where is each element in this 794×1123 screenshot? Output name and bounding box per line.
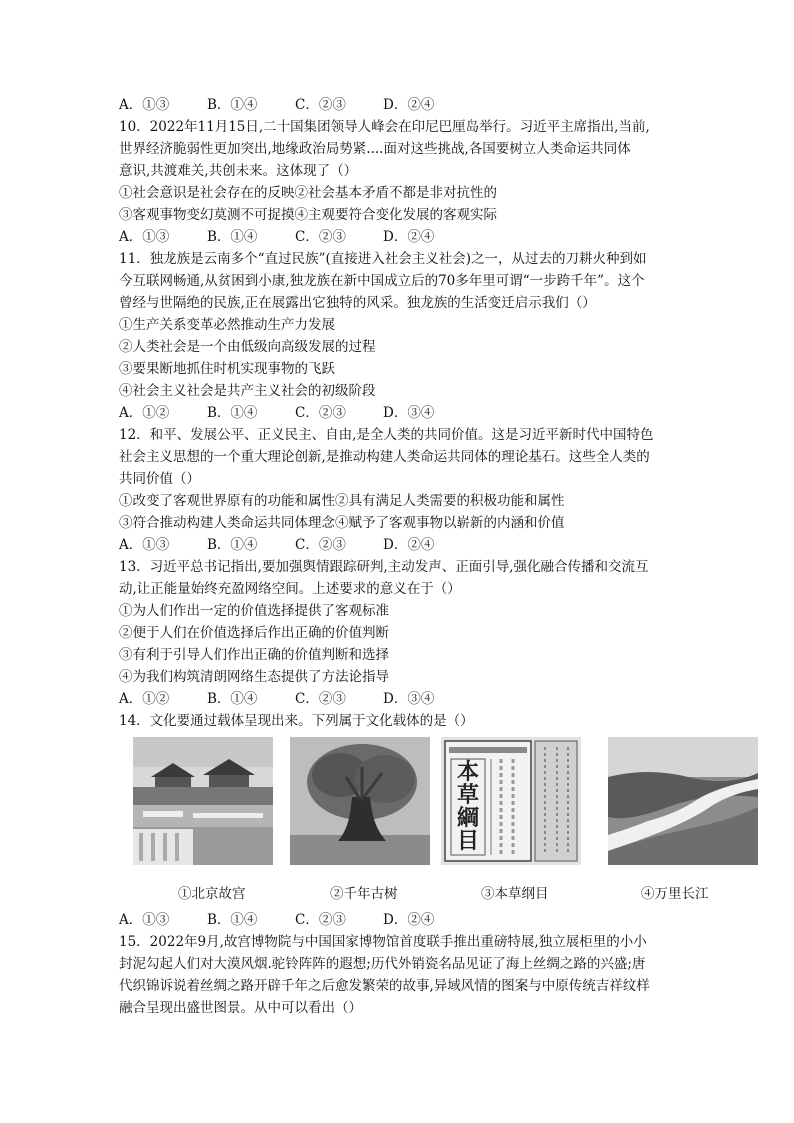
q10-option-b[interactable]: B．①④ [207, 229, 258, 245]
q9-option-b[interactable]: B．①④ [207, 97, 258, 113]
q11-option-d[interactable]: D．③④ [383, 405, 435, 421]
q10-option-d[interactable]: D．②④ [383, 229, 435, 245]
q13-statement-3: ③有利于引导人们作出正确的价值判断和选择 [119, 647, 389, 663]
q12-statement-2: ③符合推动构建人类命运共同体理念④赋予了客观事物以崭新的内涵和价值 [119, 515, 565, 531]
ancient-tree-photo [290, 737, 430, 865]
q14-stem: 14．文化要通过载体呈现出来。下列属于文化载体的是（） [119, 713, 474, 729]
q13-statement-1: ①为人们作出一定的价值选择提供了客观标准 [119, 603, 389, 619]
q9-option-d[interactable]: D．②④ [383, 97, 435, 113]
q11-option-a[interactable]: A．①② [119, 405, 170, 421]
q10-option-a[interactable]: A．①③ [119, 229, 170, 245]
q10-stem-line-3: 意识,共渡难关,共创未来。这体现了（） [119, 163, 358, 179]
q12-option-b[interactable]: B．①④ [207, 537, 258, 553]
q11-stem-line-3: 曾经与世隔绝的民族,正在展露出它独特的风采。独龙族的生活变迁启示我们（） [119, 295, 596, 311]
q13-option-d[interactable]: D．③④ [383, 691, 435, 707]
q15-stem-line-2: 封泥勾起人们对大漠风烟.驼铃阵阵的遐想;历代外销瓷名品见证了海上丝绸之路的兴盛;唐 [119, 956, 646, 972]
bencao-gangmu-book-photo [441, 737, 581, 865]
yangtze-river-photo [608, 737, 758, 865]
caption-yangtze: ④万里长江 [641, 886, 709, 902]
q10-statement-2: ③客观事物变幻莫测不可捉摸④主观要符合变化发展的客观实际 [119, 207, 497, 223]
q13-statement-2: ②便于人们在价值选择后作出正确的价值判断 [119, 625, 389, 641]
q9-option-a[interactable]: A．①③ [119, 97, 170, 113]
q14-options [119, 910, 471, 930]
q14-option-b[interactable]: B．①④ [207, 912, 258, 928]
q15-stem-line-3: 代织锦诉说着丝绸之路开辟千年之后愈发繁荣的故事,异域风情的图案与中原传统吉祥纹样 [119, 978, 650, 994]
q12-options [119, 535, 471, 555]
q12-stem-line-1: 12．和平、发展公平、正义民主、自由,是全人类的共同价值。这是习近平新时代中国特色 [119, 427, 654, 443]
q13-statement-4: ④为我们构筑清朗网络生态提供了方法论指导 [119, 669, 389, 685]
q15-stem-line-4: 融合呈现出盛世图景。从中可以看出（） [119, 1000, 362, 1016]
q11-stem-line-2: 今互联网畅通,从贫困到小康,独龙族在新中国成立后的70多年里可谓“一步跨千年”。这个 [119, 273, 645, 289]
q11-option-c[interactable]: C．②③ [295, 405, 346, 421]
q10-stem-line-2: 世界经济脆弱性更加突出,地缘政治局势紧....面对这些挑战,各国要树立人类命运共同体 [119, 141, 631, 157]
q14-option-c[interactable]: C．②③ [295, 912, 346, 928]
q13-stem-line-1: 13．习近平总书记指出,要加强舆情跟踪研判,主动发声、正面引导,强化融合传播和交流互 [119, 559, 649, 575]
q12-stem-line-2: 社会主义思想的一个重大理论创新,是推动构建人类命运共同体的理论基石。这些全人类的 [119, 449, 650, 465]
q11-options [119, 403, 471, 423]
q9-option-c[interactable]: C．②③ [295, 97, 346, 113]
q12-option-a[interactable]: A．①③ [119, 537, 170, 553]
q11-statement-1: ①生产关系变革必然推动生产力发展 [119, 317, 335, 333]
q14-option-d[interactable]: D．②④ [383, 912, 435, 928]
q10-stem-line-1: 10．2022年11月15日,二十国集团领导人峰会在印尼巴厘岛举行。习近平主席指出,当前, [119, 119, 650, 135]
book-title-text: 本草綱目 [456, 759, 479, 854]
q13-options [119, 689, 471, 709]
q11-statement-4: ④社会主义社会是共产主义社会的初级阶段 [119, 383, 376, 399]
caption-forbidden-city: ①北京故宫 [178, 886, 246, 902]
q13-stem-line-2: 动,让正能量始终充盈网络空间。上述要求的意义在于（） [119, 581, 461, 597]
q10-statement-1: ①社会意识是社会存在的反映②社会基本矛盾不都是非对抗性的 [119, 185, 497, 201]
q13-option-c[interactable]: C．②③ [295, 691, 346, 707]
q10-options [119, 227, 471, 247]
q15-stem-line-1: 15．2022年9月,故宫博物院与中国国家博物馆首度联手推出重磅特展,独立展柜里的小小 [119, 934, 647, 950]
q12-statement-1: ①改变了客观世界原有的功能和属性②具有满足人类需要的积极功能和属性 [119, 493, 565, 509]
caption-ancient-tree: ②千年古树 [330, 886, 398, 902]
caption-bencao-gangmu: ③本草纲目 [481, 886, 549, 902]
q10-option-c[interactable]: C．②③ [295, 229, 346, 245]
forbidden-city-photo [133, 737, 273, 865]
q11-statement-3: ③要果断地抓住时机实现事物的飞跃 [119, 361, 335, 377]
q12-option-c[interactable]: C．②③ [295, 537, 346, 553]
q13-option-b[interactable]: B．①④ [207, 691, 258, 707]
q11-option-b[interactable]: B．①④ [207, 405, 258, 421]
q9-options [119, 95, 471, 115]
q11-statement-2: ②人类社会是一个由低级向高级发展的过程 [119, 339, 376, 355]
q11-stem-line-1: 11．独龙族是云南多个“直过民族”(直接进入社会主义社会)之一，从过去的刀耕火种到如 [119, 251, 647, 267]
q14-photo-row [133, 737, 761, 907]
q12-option-d[interactable]: D．②④ [383, 537, 435, 553]
q12-stem-line-3: 共同价值（） [119, 471, 200, 487]
q14-option-a[interactable]: A．①③ [119, 912, 170, 928]
q13-option-a[interactable]: A．①② [119, 691, 170, 707]
